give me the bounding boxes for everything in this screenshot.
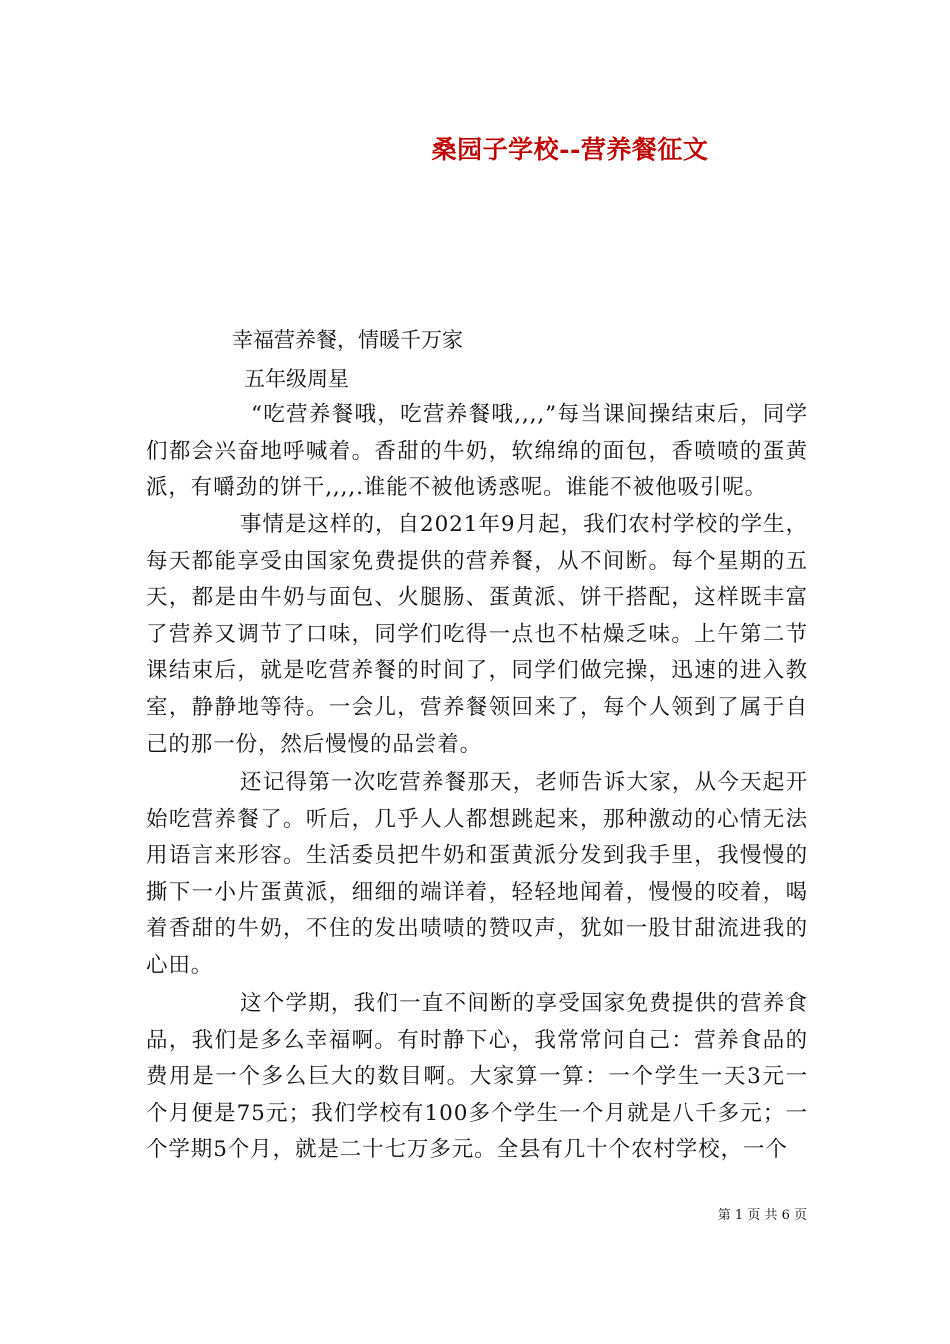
paragraph-4 <box>146 986 808 1169</box>
paragraph-2 <box>146 507 808 763</box>
page-number-footer: 第 1 页 共 6 页 <box>717 1208 807 1223</box>
paragraph-text: 事情是这样的，自2021年9月起，我们农村学校的学生，每天都能享受由国家免费提供的营养餐，从不间断。每个星期的五天，都是由牛奶与面包、火腿肠、蛋黄派、饼干搭配，这样既丰富了营养又调节了口味，同学们吃得一点也不枯燥乏味。上午第二节课结束后，就是吃营养餐的时间了，同学们做完操，迅速的进入教室，静静地等待。一会儿，营养餐领回来了，每个人领到了属于自己的那一份，然后慢慢的品尝着。 <box>146 512 808 757</box>
paragraph-1 <box>146 397 808 507</box>
essay-heading: 幸福营养餐，情暖千万家 <box>232 328 463 352</box>
paragraph-text: “吃营养餐哦，吃营养餐哦,,,,”每当课间操结束后，同学们都会兴奋地呼喊着。香甜的牛奶，软绵绵的面包，香喷喷的蛋黄派，有嚼劲的饼干,,,,.谁能不被他诱惑呢。谁能不被他吸引呢。 <box>146 402 808 501</box>
paragraph-text: 还记得第一次吃营养餐那天，老师告诉大家，从今天起开始吃营养餐了。听后，几乎人人都想跳起来，那种激动的心情无法用语言来形容。生活委员把牛奶和蛋黄派分发到我手里，我慢慢的撕下一小片蛋黄派，细细的端详着，轻轻地闻着，慢慢的咬着，喝着香甜的牛奶，不住的发出啧啧的赞叹声，犹如一股甘甜流进我的心田。 <box>146 770 808 978</box>
document-title: 桑园子学校--营养餐征文 <box>431 135 709 164</box>
essay-author: 五年级周星 <box>244 367 349 391</box>
paragraph-3 <box>146 765 808 985</box>
paragraph-text: 这个学期，我们一直不间断的享受国家免费提供的营养食品，我们是多么幸福啊。有时静下心，我常常问自己：营养食品的费用是一个多么巨大的数目啊。大家算一算：一个学生一天3元一个月便是75元；我们学校有100多个学生一个月就是八千多元；一个学期5个月，就是二十七万多元。全县有几十个农村学校，一个 <box>146 991 808 1163</box>
